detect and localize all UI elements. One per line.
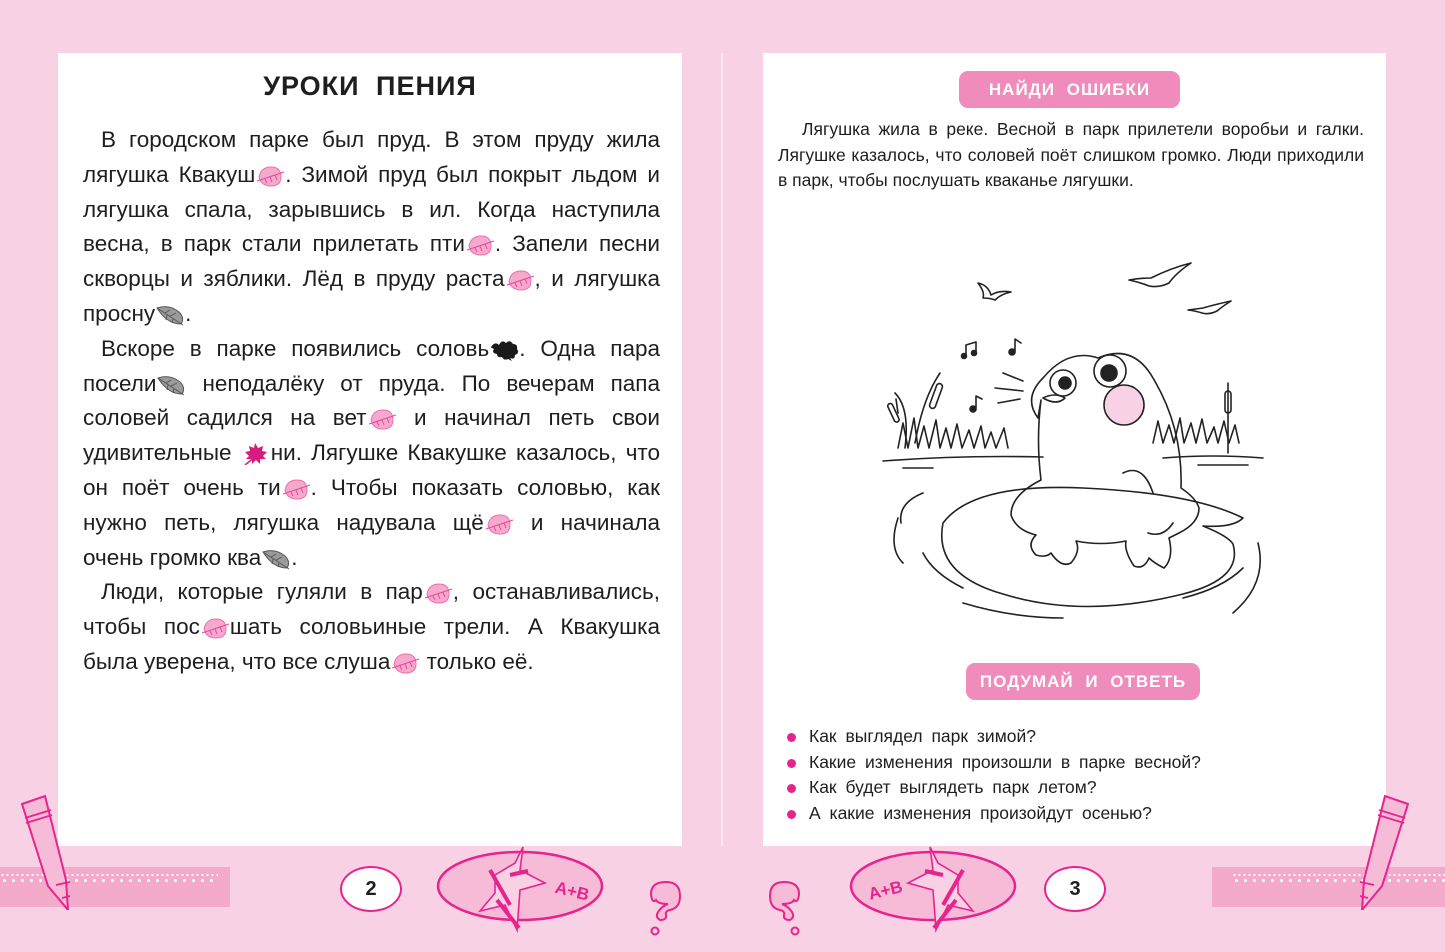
- star-oval-badge-left: [435, 845, 607, 940]
- find-errors-heading: НАЙДИ ОШИБКИ: [959, 71, 1180, 108]
- story-text-segment: ь: [477, 335, 490, 361]
- story-text-segment: неподалёку от пруда. По вечерам папа соловей садился на вет: [83, 370, 660, 431]
- frog-illustration: [873, 253, 1273, 623]
- story-paragraph: [83, 123, 660, 332]
- gray-leaf-icon: [155, 304, 185, 326]
- pencil-icon: [20, 790, 70, 910]
- left-page: [58, 53, 682, 846]
- pink-leaf-icon: [390, 652, 420, 674]
- story-text-segment: и начинал петь свои удивительные: [83, 405, 661, 466]
- story-text: [83, 123, 660, 680]
- story-text-segment: .: [185, 300, 192, 326]
- story-text-segment: ни. Лягушке Квакушке казалось, что он поёт очень ти: [83, 440, 660, 500]
- story-text-segment: Вскоре в парке появились солов: [101, 335, 478, 361]
- pink-leaf-icon: [484, 513, 514, 535]
- question-item: А какие изменения произойдут осенью?: [785, 801, 1201, 827]
- decorative-stripe-right: [1212, 867, 1445, 907]
- story-text-segment: .: [291, 544, 298, 570]
- story-text-segment: шать соловьиные трели. А Квакушка была уверена, что все слуша: [83, 614, 661, 674]
- right-page: [763, 53, 1386, 846]
- pink-leaf-icon: [505, 269, 535, 291]
- star-oval-badge-right: [846, 845, 1018, 940]
- gray-leaf-icon: [261, 548, 291, 570]
- question-item: Как будет выглядеть парк летом?: [785, 775, 1201, 801]
- page-title: УРОКИ ПЕНИЯ: [263, 71, 477, 101]
- story-paragraph: [83, 332, 660, 576]
- story-text-segment: . Запели песни скворцы и зяблики. Лёд в пруду раста: [83, 231, 660, 292]
- pink-leaf-icon: [423, 582, 453, 604]
- question-mark-icon: [645, 880, 685, 936]
- story-text-segment: , и лягушка просну: [83, 266, 660, 326]
- question-item: Как выглядел парк зимой?: [785, 724, 1201, 750]
- pink-leaf-icon: [255, 165, 285, 187]
- story-text-segment: В городском парке был пруд. В этом пруду жила лягушка Квакуш: [83, 127, 660, 187]
- story-text-segment: , останавливались, чтобы пос: [83, 579, 660, 640]
- story-text-segment: . Зимой пруд был покрыт льдом и лягушка спала, зарывшись в ил. Когда наступила весна, в парк стали прилетать пти: [83, 161, 661, 257]
- think-answer-heading: ПОДУМАЙ И ОТВЕТЬ: [966, 663, 1200, 700]
- question-list: [785, 724, 1201, 826]
- story-text-segment: Люди, которые гуляли в пар: [101, 579, 423, 605]
- story-text-segment: . Одна пара посели: [83, 335, 660, 396]
- pencil-icon: [1360, 790, 1410, 910]
- question-item: Какие изменения произошли в парке весной?: [785, 750, 1201, 776]
- story-text-segment: и начинала очень громко ква: [83, 509, 660, 570]
- svg-text:A+B: A+B: [553, 877, 592, 905]
- question-mark-icon: [765, 880, 805, 936]
- svg-text:A+B: A+B: [866, 877, 905, 904]
- book-gutter: [721, 53, 723, 846]
- story-paragraph: [83, 575, 660, 679]
- pink-leaf-icon: [465, 234, 495, 256]
- page-number-right: 3: [1044, 866, 1106, 912]
- story-text-segment: только её.: [420, 648, 534, 674]
- maple-leaf-icon: [241, 443, 271, 465]
- pink-leaf-icon: [200, 617, 230, 639]
- pink-leaf-icon: [367, 408, 397, 430]
- gray-leaf-icon: [156, 374, 186, 396]
- pink-leaf-icon: [281, 478, 311, 500]
- page-number-left: 2: [340, 866, 402, 912]
- story-text-segment: . Чтобы показать соловью, как нужно петь, лягушка надувала щё: [83, 474, 660, 535]
- oak-leaf-icon: [489, 339, 519, 361]
- find-errors-paragraph: Лягушка жила в реке. Весной в парк прилетели воробьи и галки. Лягушке казалось, что соловей поёт слишком громко. Люди приходили в парк, чтобы послушать кваканье лягушки.: [778, 119, 1364, 190]
- find-errors-text: [778, 117, 1364, 194]
